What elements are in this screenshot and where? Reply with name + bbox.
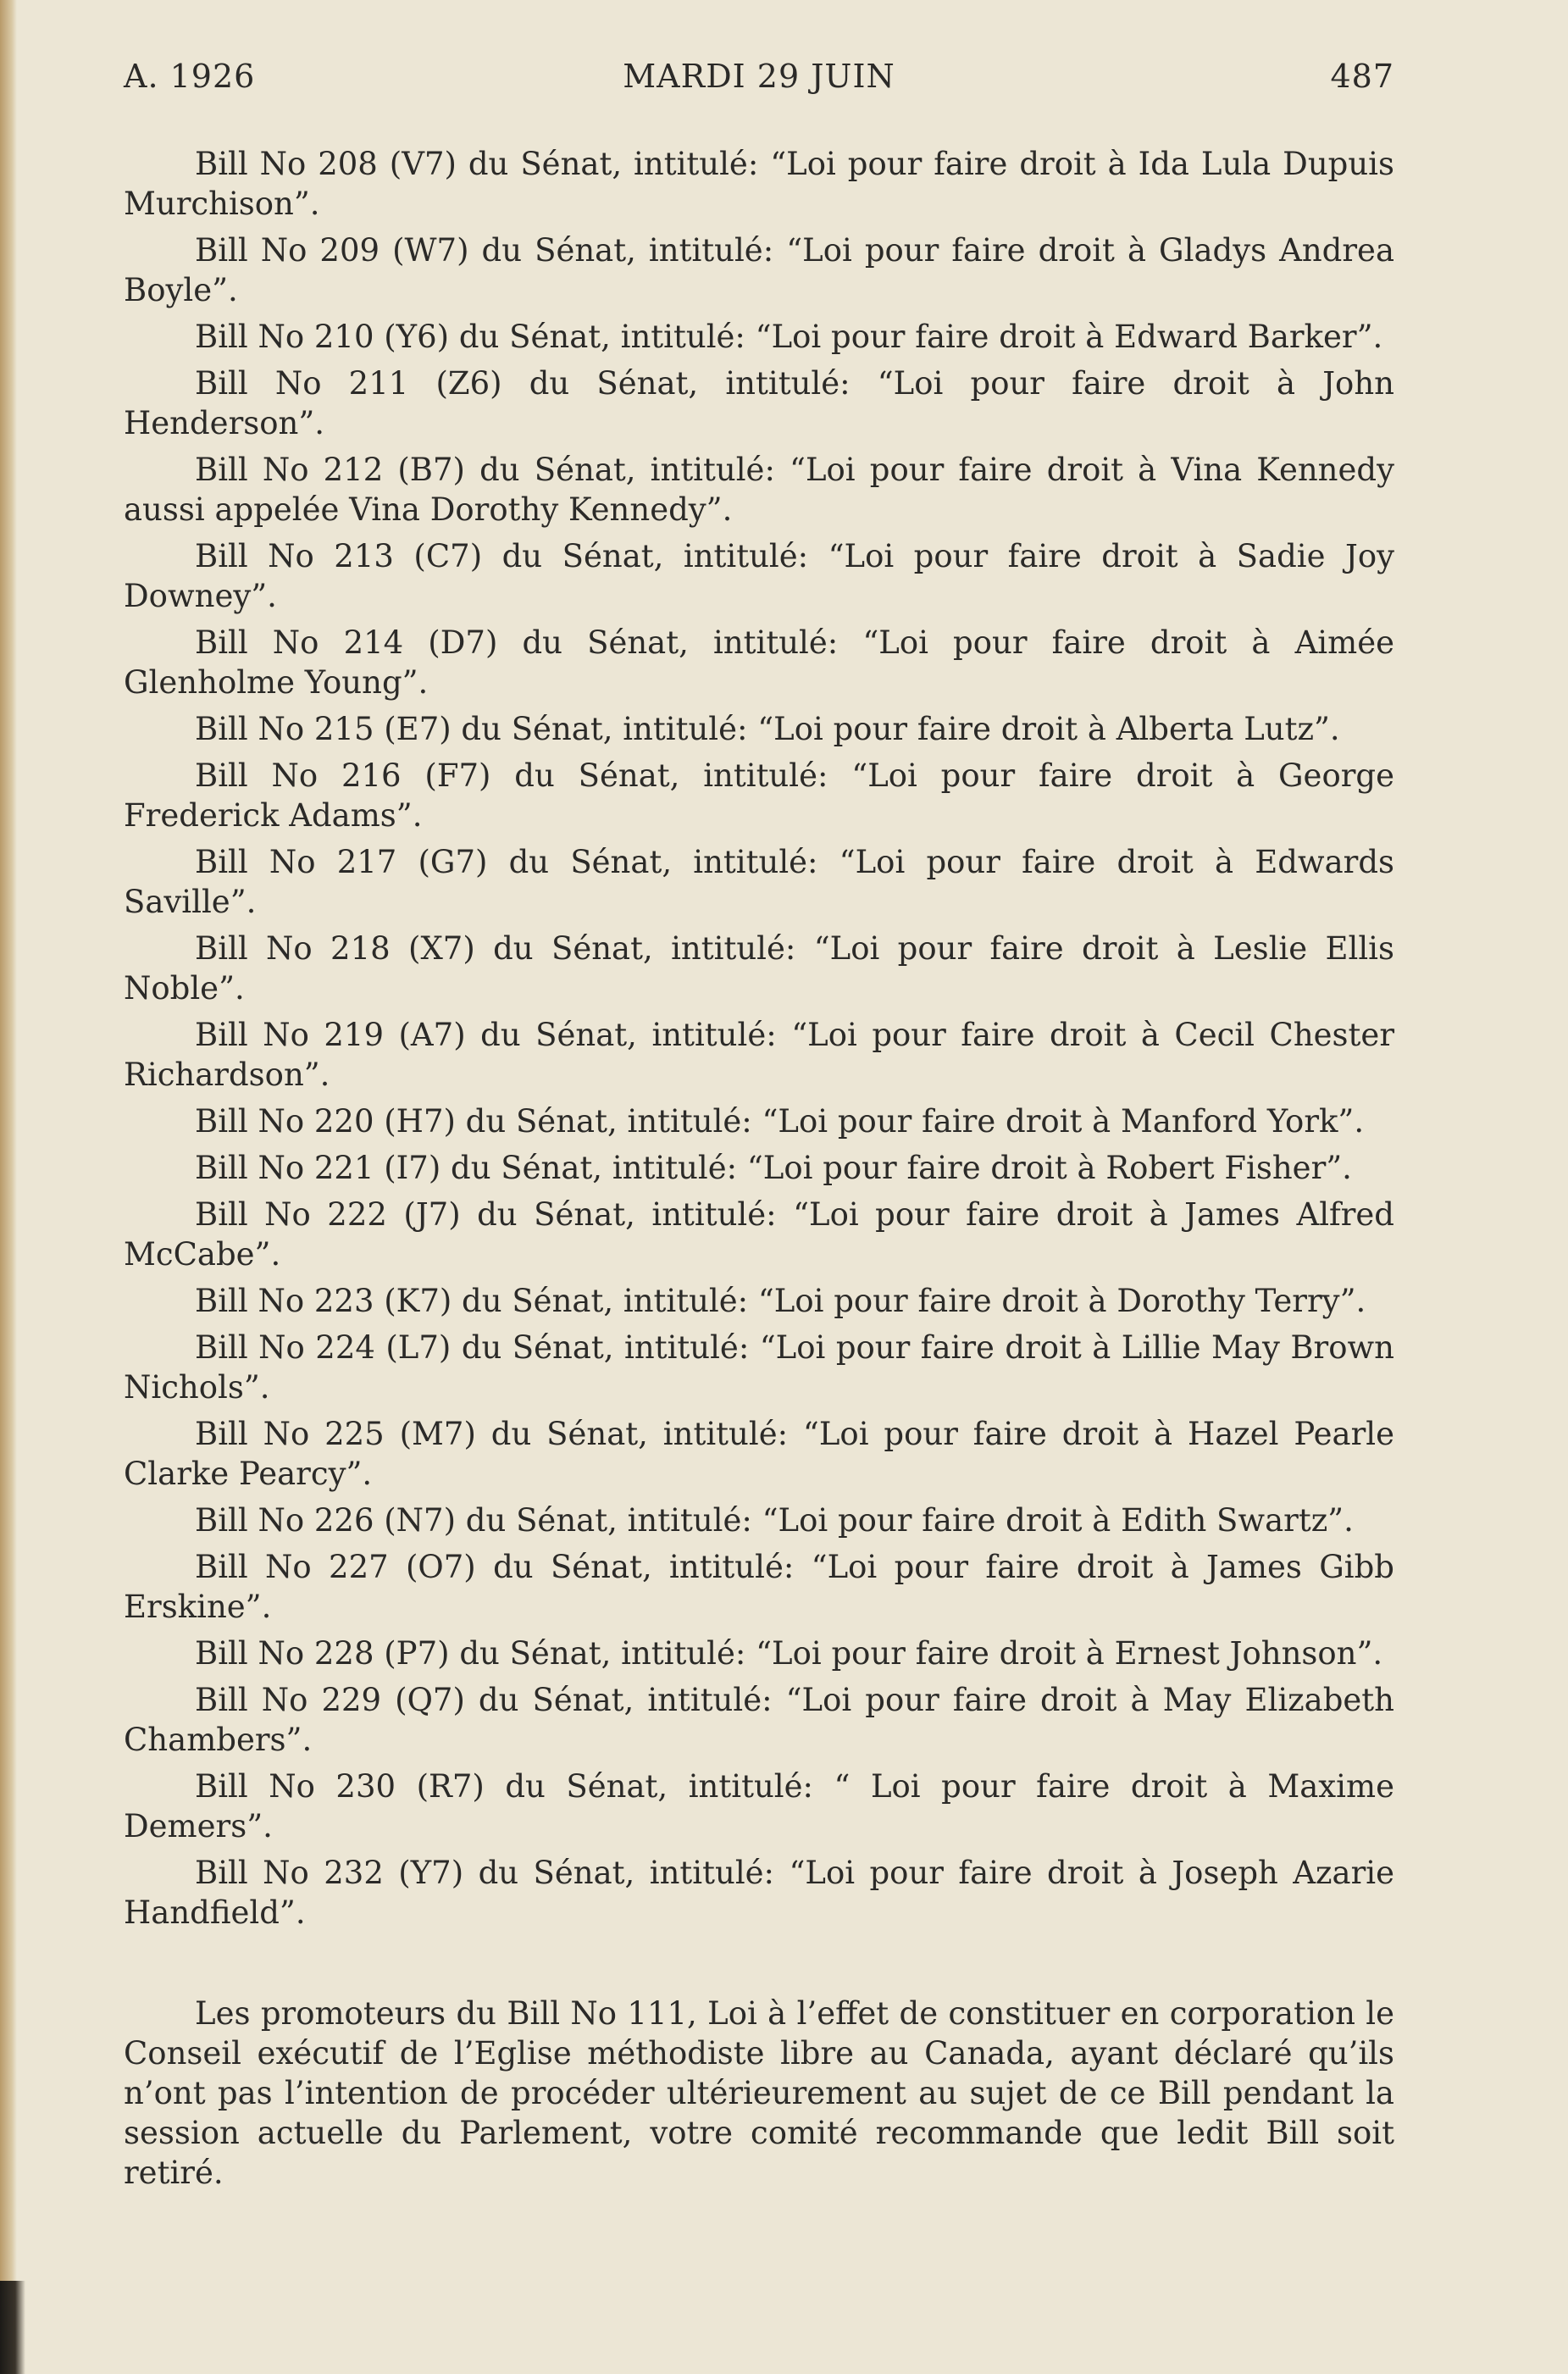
header-year: A. 1926: [124, 58, 256, 95]
bill-entry-214: Bill No 214 (D7) du Sénat, intitulé: “Loi pour faire droit à Aimée Glenholme Young”.: [124, 624, 1394, 701]
bill-entry-211: Bill No 211 (Z6) du Sénat, intitulé: “Loi pour faire droit à John Henderson”.: [124, 365, 1394, 441]
bill-entry-229: Bill No 229 (Q7) du Sénat, intitulé: “Loi pour faire droit à May Elizabeth Chambers”.: [124, 1682, 1394, 1758]
bill-entry-224: Bill No 224 (L7) du Sénat, intitulé: “Loi pour faire droit à Lillie May Brown Nichols”.: [124, 1329, 1394, 1406]
bill-entry-217: Bill No 217 (G7) du Sénat, intitulé: “Loi pour faire droit à Edwards Saville”.: [124, 844, 1394, 920]
bill-entry-210: Bill No 210 (Y6) du Sénat, intitulé: “Loi pour faire droit à Edward Barker”.: [195, 319, 1383, 355]
bill-entry-215: Bill No 215 (E7) du Sénat, intitulé: “Loi pour faire droit à Alberta Lutz”.: [195, 711, 1340, 747]
bill-entry-228: Bill No 228 (P7) du Sénat, intitulé: “Loi pour faire droit à Ernest Johnson”.: [195, 1635, 1383, 1672]
bill-entry-230: Bill No 230 (R7) du Sénat, intitulé: “ Loi pour faire droit à Maxime Demers”.: [124, 1768, 1394, 1844]
page-binding-edge: [0, 0, 17, 2374]
corner-shadow: [0, 2281, 25, 2374]
bill-entry-220: Bill No 220 (H7) du Sénat, intitulé: “Loi pour faire droit à Manford York”.: [195, 1103, 1365, 1140]
bill-entry-212: Bill No 212 (B7) du Sénat, intitulé: “Loi pour faire droit à Vina Kennedy aussi appelée Vina Dorothy Kennedy”.: [124, 452, 1394, 528]
bill-entry-209: Bill No 209 (W7) du Sénat, intitulé: “Loi pour faire droit à Gladys Andrea Boyle”.: [124, 232, 1394, 308]
bill-entry-225: Bill No 225 (M7) du Sénat, intitulé: “Loi pour faire droit à Hazel Pearle Clarke Pearcy”.: [124, 1416, 1394, 1492]
page-number: 487: [1330, 58, 1394, 95]
bill-entry-227: Bill No 227 (O7) du Sénat, intitulé: “Loi pour faire droit à James Gibb Erskine”.: [124, 1549, 1394, 1625]
page-body: [124, 144, 1394, 2224]
bill-entry-223: Bill No 223 (K7) du Sénat, intitulé: “Loi pour faire droit à Dorothy Terry”.: [195, 1283, 1366, 1319]
bill-entry-218: Bill No 218 (X7) du Sénat, intitulé: “Loi pour faire droit à Leslie Ellis Noble”.: [124, 930, 1394, 1007]
bill-entry-216: Bill No 216 (F7) du Sénat, intitulé: “Loi pour faire droit à George Frederick Adams”.: [124, 757, 1394, 834]
bill-entry-219: Bill No 219 (A7) du Sénat, intitulé: “Loi pour faire droit à Cecil Chester Richardson”.: [124, 1017, 1394, 1093]
page-header: [124, 58, 1394, 108]
bill-entry-208: Bill No 208 (V7) du Sénat, intitulé: “Loi pour faire droit à Ida Lula Dupuis Murchison”.: [124, 146, 1394, 222]
closing-paragraph: Les promoteurs du Bill No 111, Loi à l’effet de constituer en corporation le Conseil exécutif de l’Eglise méthodiste libre au Canada, ayant déclaré qu’ils n’ont pas l’intention de procéder ultérieurement au sujet de ce Bill pendant la session actuelle du Parlement, votre comité recommande que ledit Bill soit retiré.: [124, 1995, 1394, 2191]
bill-entry-222: Bill No 222 (J7) du Sénat, intitulé: “Loi pour faire droit à James Alfred McCabe”.: [124, 1196, 1394, 1273]
bill-entry-232: Bill No 232 (Y7) du Sénat, intitulé: “Loi pour faire droit à Joseph Azarie Handfield”.: [124, 1855, 1394, 1931]
bill-entry-226: Bill No 226 (N7) du Sénat, intitulé: “Loi pour faire droit à Edith Swartz”.: [195, 1502, 1354, 1539]
bill-entry-221: Bill No 221 (I7) du Sénat, intitulé: “Loi pour faire droit à Robert Fisher”.: [195, 1150, 1352, 1186]
bill-entry-213: Bill No 213 (C7) du Sénat, intitulé: “Loi pour faire droit à Sadie Joy Downey”.: [124, 538, 1394, 614]
header-date: MARDI 29 JUIN: [623, 58, 895, 95]
